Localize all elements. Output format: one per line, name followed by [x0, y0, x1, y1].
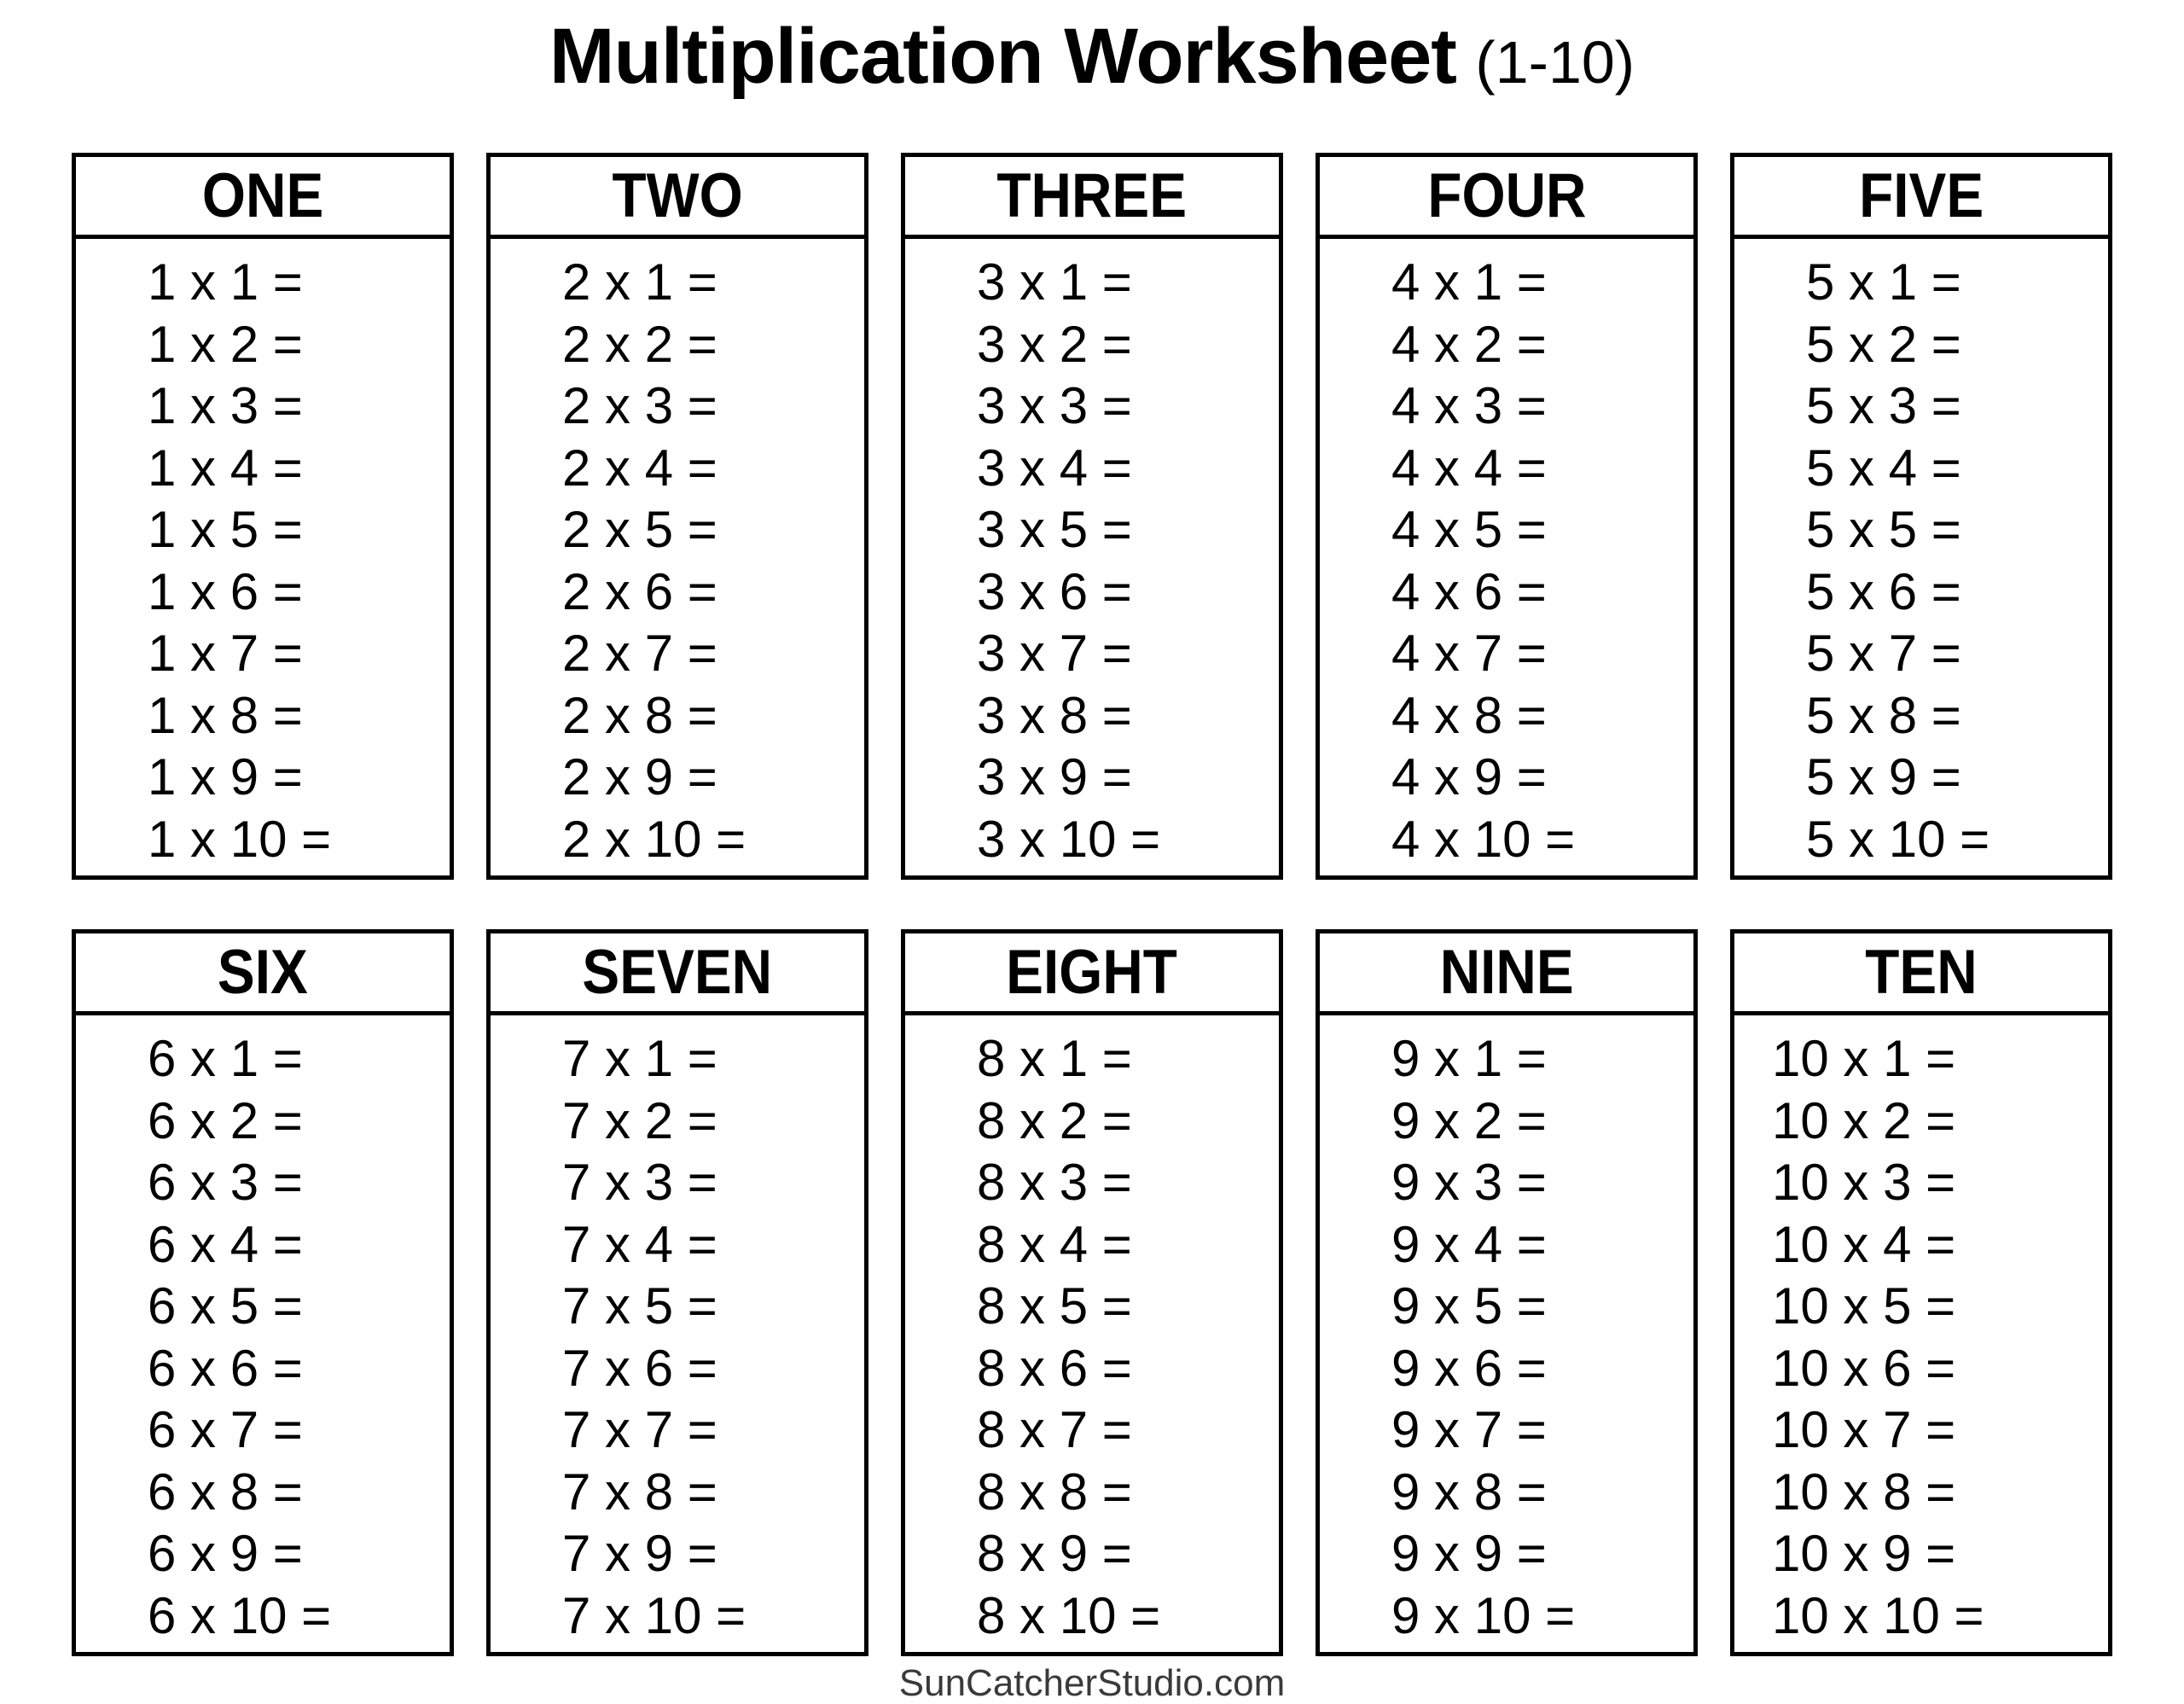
problem-text: 4 x 7 =: [1391, 625, 1547, 682]
problem-text: 1 x 1 =: [148, 253, 303, 311]
page-title-suffix: (1-10): [1475, 29, 1635, 96]
problem-text: 4 x 8 =: [1391, 686, 1547, 744]
problem-text: 7 x 1 =: [562, 1030, 717, 1087]
problem-text: 5 x 6 =: [1806, 562, 1961, 620]
footer-credit: SunCatcherStudio.com: [898, 1662, 1286, 1704]
column-header-label: NINE: [1439, 938, 1574, 1007]
problem-text: 2 x 3 =: [562, 377, 717, 434]
problem-text: 2 x 4 =: [562, 439, 717, 497]
problem-text: 2 x 2 =: [562, 315, 717, 373]
problem-text: 5 x 5 =: [1806, 501, 1961, 558]
problem-text: 10 x 6 =: [1772, 1339, 1956, 1397]
column-problem-list: [76, 239, 450, 870]
problem-text: 7 x 5 =: [562, 1277, 717, 1335]
times-table-column-seven: [486, 929, 868, 1656]
problem-text: 7 x 7 =: [562, 1401, 717, 1458]
problem-text: 6 x 8 =: [148, 1463, 303, 1521]
problem-text: 8 x 4 =: [977, 1215, 1132, 1273]
column-problem-list: [491, 1015, 864, 1647]
problem-text: 2 x 10 =: [562, 810, 746, 868]
problem-text: 1 x 8 =: [148, 686, 303, 744]
page-title: [0, 0, 2184, 125]
column-header: [905, 157, 1279, 239]
problem-text: 8 x 6 =: [977, 1339, 1132, 1397]
column-header: [491, 933, 864, 1015]
problem-text: 8 x 7 =: [977, 1401, 1132, 1458]
column-problem-list: [905, 239, 1279, 870]
problem-text: 9 x 7 =: [1391, 1401, 1547, 1458]
column-header-label: TEN: [1865, 938, 1978, 1007]
problem-text: 3 x 4 =: [977, 439, 1132, 497]
worksheet-row: [72, 929, 2112, 1656]
column-header-label: FOUR: [1426, 161, 1587, 230]
times-table-column-three: [901, 153, 1283, 880]
column-problem-list: [76, 1015, 450, 1647]
problem-text: 10 x 4 =: [1772, 1215, 1956, 1273]
problem-text: 3 x 1 =: [977, 253, 1132, 311]
problem-text: 2 x 8 =: [562, 686, 717, 744]
problem-text: 5 x 9 =: [1806, 748, 1961, 805]
column-header-label: FIVE: [1858, 161, 1984, 230]
problem-text: 7 x 3 =: [562, 1154, 717, 1211]
problem-text: 9 x 3 =: [1391, 1154, 1547, 1211]
problem-text: 7 x 6 =: [562, 1339, 717, 1397]
times-table-column-one: [72, 153, 454, 880]
column-header-label: SIX: [218, 938, 308, 1007]
problem-text: 6 x 4 =: [148, 1215, 303, 1273]
problem-text: 2 x 7 =: [562, 625, 717, 682]
column-header-label: ONE: [201, 161, 324, 230]
problem-text: 8 x 8 =: [977, 1463, 1132, 1521]
problem-text: 6 x 7 =: [148, 1401, 303, 1458]
worksheet-grid: [72, 153, 2112, 1656]
problem-text: 1 x 6 =: [148, 562, 303, 620]
problem-text: 8 x 1 =: [977, 1030, 1132, 1087]
problem-text: 9 x 9 =: [1391, 1525, 1547, 1582]
problem-text: 6 x 1 =: [148, 1030, 303, 1087]
problem-text: 6 x 9 =: [148, 1525, 303, 1582]
column-problem-list: [1320, 1015, 1693, 1647]
worksheet-row: [72, 153, 2112, 880]
column-problem-list: [905, 1015, 1279, 1647]
problem-text: 1 x 2 =: [148, 315, 303, 373]
problem-text: 8 x 3 =: [977, 1154, 1132, 1211]
problem-text: 2 x 6 =: [562, 562, 717, 620]
problem-text: 1 x 7 =: [148, 625, 303, 682]
problem-text: 10 x 3 =: [1772, 1154, 1956, 1211]
problem-text: 6 x 10 =: [148, 1586, 332, 1644]
problem-text: 1 x 9 =: [148, 748, 303, 805]
problem-text: 4 x 4 =: [1391, 439, 1547, 497]
problem-text: 5 x 7 =: [1806, 625, 1961, 682]
column-header: [491, 157, 864, 239]
column-header: [1734, 157, 2108, 239]
problem-text: 5 x 8 =: [1806, 686, 1961, 744]
problem-text: 1 x 10 =: [148, 810, 332, 868]
problem-text: 2 x 9 =: [562, 748, 717, 805]
column-problem-list: [1320, 239, 1693, 870]
problem-text: 10 x 10 =: [1772, 1586, 1984, 1644]
problem-text: 2 x 5 =: [562, 501, 717, 558]
column-problem-list: [1734, 1015, 2108, 1647]
column-problem-list: [1734, 239, 2108, 870]
problem-text: 9 x 6 =: [1391, 1339, 1547, 1397]
problem-text: 6 x 6 =: [148, 1339, 303, 1397]
problem-text: 4 x 10 =: [1391, 810, 1576, 868]
problem-text: 5 x 10 =: [1806, 810, 1990, 868]
column-header-label: SEVEN: [582, 938, 773, 1007]
problem-text: 8 x 2 =: [977, 1091, 1132, 1149]
problem-text: 8 x 9 =: [977, 1525, 1132, 1582]
problem-text: 4 x 9 =: [1391, 748, 1547, 805]
problem-text: 9 x 2 =: [1391, 1091, 1547, 1149]
problem-text: 6 x 3 =: [148, 1154, 303, 1211]
problem-text: 5 x 2 =: [1806, 315, 1961, 373]
times-table-column-four: [1316, 153, 1698, 880]
problem-text: 6 x 2 =: [148, 1091, 303, 1149]
column-header-label: TWO: [612, 161, 743, 230]
problem-text: 2 x 1 =: [562, 253, 717, 311]
problem-text: 7 x 9 =: [562, 1525, 717, 1582]
problem-text: 5 x 3 =: [1806, 377, 1961, 434]
problem-text: 8 x 5 =: [977, 1277, 1132, 1335]
times-table-column-five: [1730, 153, 2112, 880]
problem-text: 10 x 1 =: [1772, 1030, 1956, 1087]
column-header: [76, 933, 450, 1015]
problem-text: 9 x 10 =: [1391, 1586, 1576, 1644]
times-table-column-nine: [1316, 929, 1698, 1656]
problem-text: 5 x 4 =: [1806, 439, 1961, 497]
problem-text: 7 x 8 =: [562, 1463, 717, 1521]
problem-text: 3 x 3 =: [977, 377, 1132, 434]
problem-text: 7 x 4 =: [562, 1215, 717, 1273]
problem-text: 7 x 2 =: [562, 1091, 717, 1149]
problem-text: 5 x 1 =: [1806, 253, 1961, 311]
times-table-column-six: [72, 929, 454, 1656]
problem-text: 9 x 5 =: [1391, 1277, 1547, 1335]
problem-text: 4 x 2 =: [1391, 315, 1547, 373]
problem-text: 7 x 10 =: [562, 1586, 746, 1644]
problem-text: 3 x 2 =: [977, 315, 1132, 373]
column-header: [1734, 933, 2108, 1015]
column-header: [1320, 933, 1693, 1015]
problem-text: 3 x 7 =: [977, 625, 1132, 682]
problem-text: 3 x 8 =: [977, 686, 1132, 744]
problem-text: 10 x 8 =: [1772, 1463, 1956, 1521]
problem-text: 3 x 5 =: [977, 501, 1132, 558]
problem-text: 3 x 9 =: [977, 748, 1132, 805]
problem-text: 9 x 8 =: [1391, 1463, 1547, 1521]
problem-text: 1 x 3 =: [148, 377, 303, 434]
column-header-label: EIGHT: [1006, 938, 1178, 1007]
times-table-column-ten: [1730, 929, 2112, 1656]
problem-text: 10 x 5 =: [1772, 1277, 1956, 1335]
problem-text: 4 x 6 =: [1391, 562, 1547, 620]
problem-text: 3 x 10 =: [977, 810, 1161, 868]
problem-text: 8 x 10 =: [977, 1586, 1161, 1644]
problem-text: 4 x 3 =: [1391, 377, 1547, 434]
column-header: [76, 157, 450, 239]
times-table-column-eight: [901, 929, 1283, 1656]
problem-text: 10 x 9 =: [1772, 1525, 1956, 1582]
problem-text: 1 x 4 =: [148, 439, 303, 497]
problem-text: 1 x 5 =: [148, 501, 303, 558]
column-header: [1320, 157, 1693, 239]
problem-text: 6 x 5 =: [148, 1277, 303, 1335]
column-header-label: THREE: [996, 161, 1188, 230]
problem-text: 10 x 7 =: [1772, 1401, 1956, 1458]
problem-text: 3 x 6 =: [977, 562, 1132, 620]
times-table-column-two: [486, 153, 868, 880]
problem-text: 4 x 1 =: [1391, 253, 1547, 311]
problem-text: 10 x 2 =: [1772, 1091, 1956, 1149]
page-title-main: Multiplication Worksheet: [549, 13, 1456, 100]
problem-text: 4 x 5 =: [1391, 501, 1547, 558]
problem-text: 9 x 4 =: [1391, 1215, 1547, 1273]
problem-text: 9 x 1 =: [1391, 1030, 1547, 1087]
column-problem-list: [491, 239, 864, 870]
column-header: [905, 933, 1279, 1015]
